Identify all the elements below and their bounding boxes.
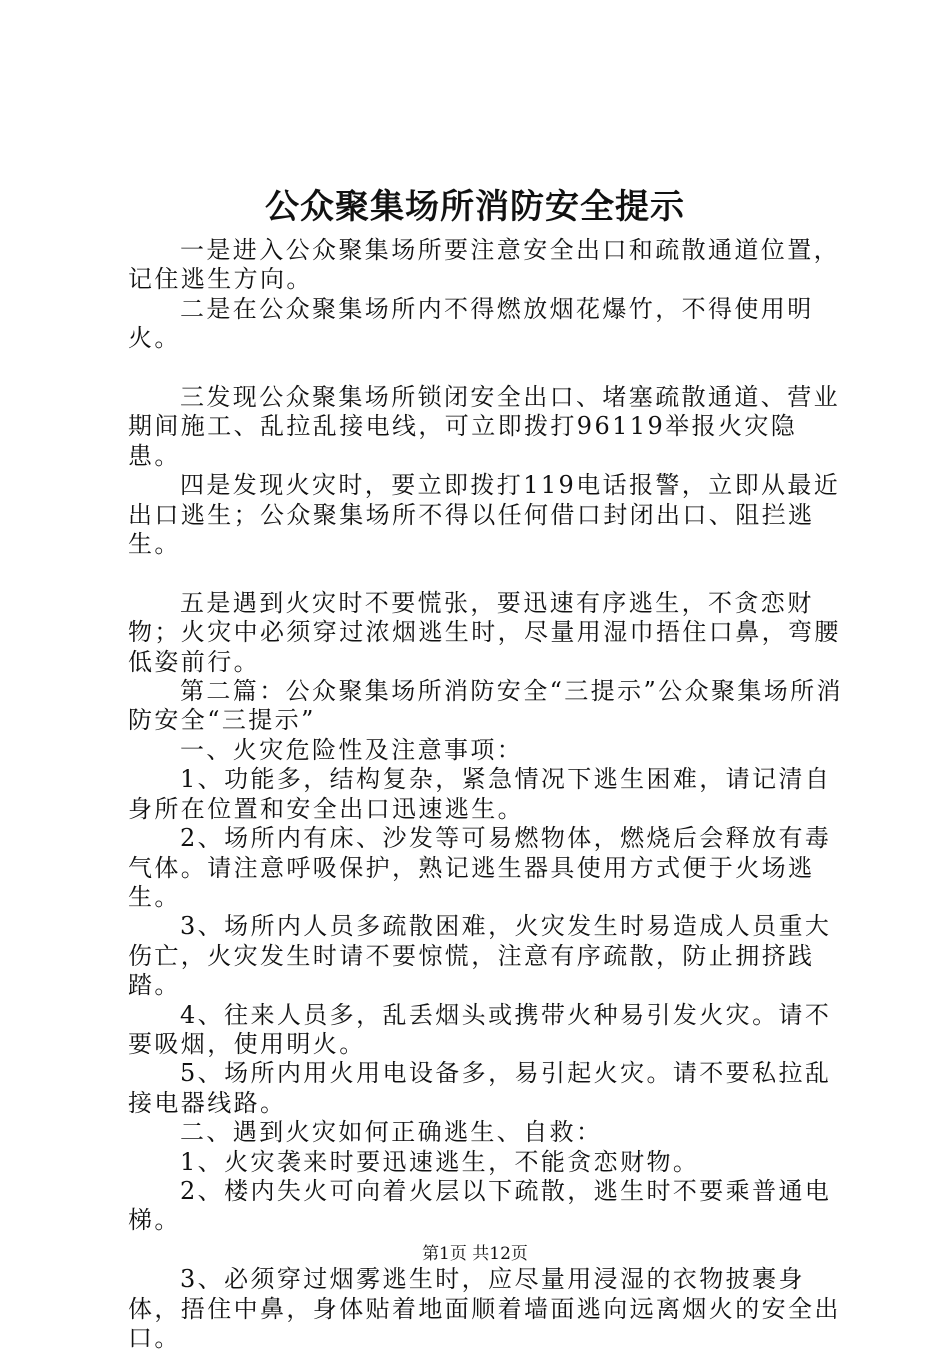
list-item: 3、场所内人员多疏散困难，火灾发生时易造成人员重大伤亡，火灾发生时请不要惊慌，注意有序疏散，防止拥挤践踏。 — [128, 912, 832, 1000]
list-item: 5、场所内用火用电设备多，易引起火灾。请不要私拉乱接电器线路。 — [128, 1059, 832, 1117]
page-title: 公众聚集场所消防安全提示 — [265, 187, 685, 227]
section-heading: 第二篇：公众聚集场所消防安全“三提示”公众聚集场所消防安全“三提示” — [128, 677, 843, 735]
list-item: 3、必须穿过烟雾逃生时，应尽量用浸湿的衣物披裹身体，捂住中鼻，身体贴着地面顺着墙面逃向远离烟火的安全出口。 — [128, 1265, 841, 1352]
section-heading: 一、火灾危险性及注意事项： — [180, 735, 524, 764]
page-number: 第1页 共12页 — [422, 1244, 528, 1264]
section-heading: 二、遇到火灾如何正确逃生、自救： — [180, 1118, 603, 1147]
paragraph: 四是发现火灾时，要立即拨打119电话报警，立即从最近出口逃生；公众聚集场所不得以任何借口封闭出口、阻拦逃生。 — [128, 471, 841, 559]
document-body — [128, 236, 844, 1353]
list-item: 2、场所内有床、沙发等可易燃物体，燃烧后会释放有毒气体。请注意呼吸保护，熟记逃生器具使用方式便于火场逃生。 — [128, 824, 832, 911]
list-item: 1、火灾袭来时要迅速逃生，不能贪恋财物。 — [180, 1147, 700, 1176]
paragraph: 五是遇到火灾时不要慌张，要迅速有序逃生，不贪恋财物；火灾中必须穿过浓烟逃生时，尽量用湿巾捂住口鼻，弯腰低姿前行。 — [128, 588, 841, 676]
paragraph: 三发现公众聚集场所锁闭安全出口、堵塞疏散通道、营业期间施工、乱拉乱接电线，可立即拨打96119举报火灾隐患。 — [128, 383, 840, 470]
paragraph: 二是在公众聚集场所内不得燃放烟花爆竹，不得使用明火。 — [128, 294, 814, 353]
list-item: 1、功能多，结构复杂，紧急情况下逃生困难，请记清自身所在位置和安全出口迅速逃生。 — [128, 765, 832, 823]
list-item: 4、往来人员多，乱丢烟头或携带火种易引发火灾。请不要吸烟，使用明火。 — [128, 1000, 832, 1058]
paragraph: 一是进入公众聚集场所要注意安全出口和疏散通道位置，记住逃生方向。 — [128, 236, 840, 294]
list-item: 2、楼内失火可向着火层以下疏散，逃生时不要乘普通电梯。 — [128, 1176, 832, 1235]
